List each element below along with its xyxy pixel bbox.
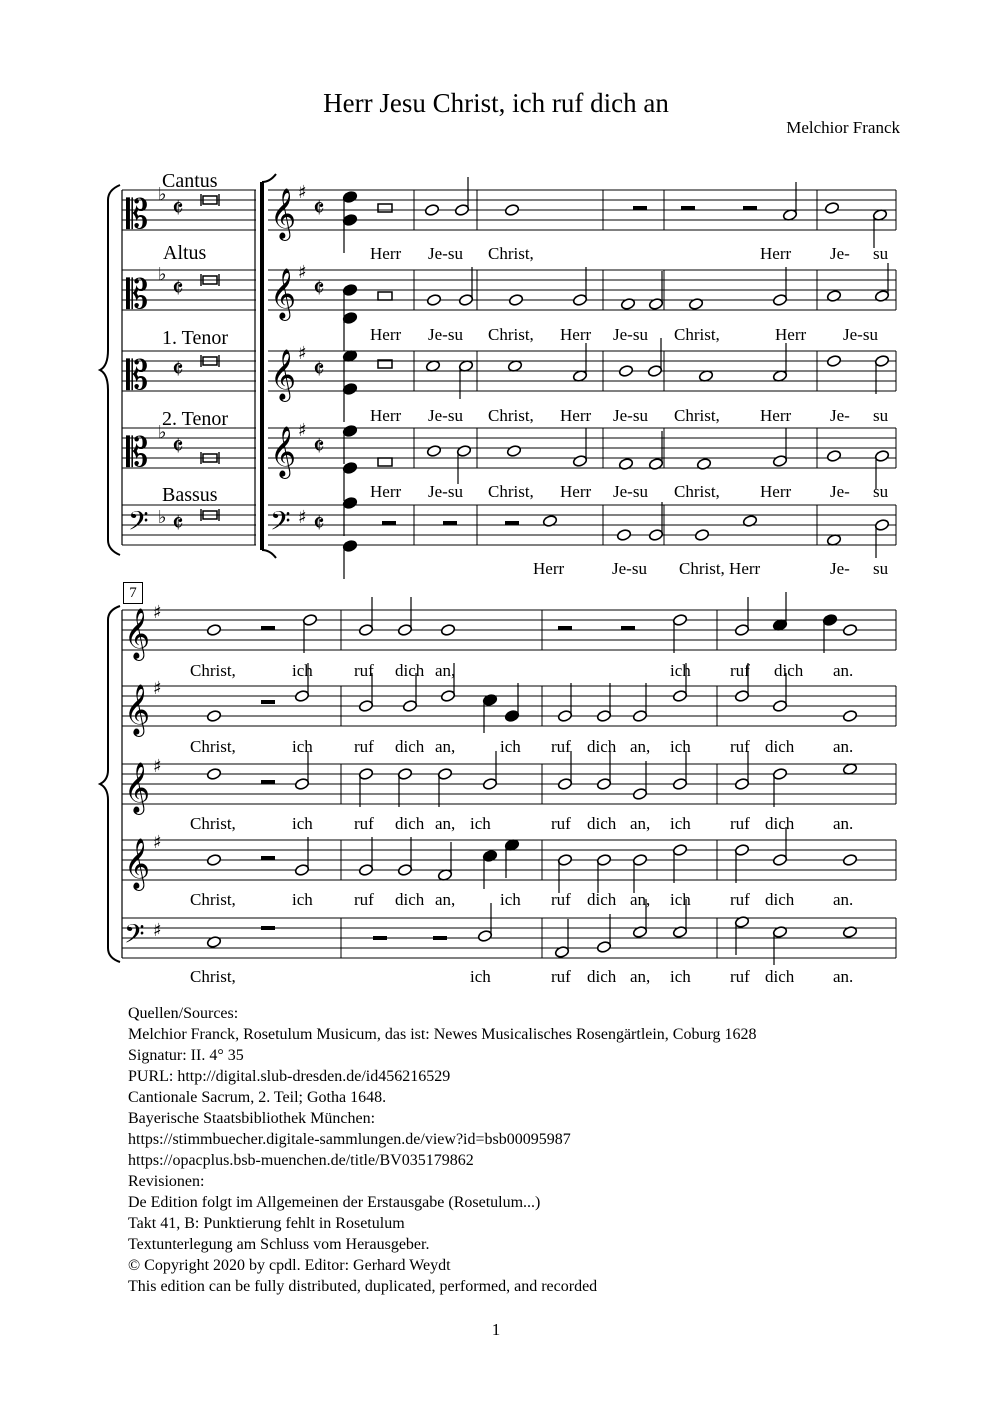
note-head — [557, 710, 572, 723]
half-rest — [443, 521, 457, 525]
lyric: dich — [587, 967, 617, 986]
note-head — [648, 298, 663, 311]
cut-time-sign: 𝄵 — [313, 355, 325, 385]
note-head — [672, 614, 687, 627]
lyric: ruf — [551, 814, 571, 833]
lyric: Christ, — [190, 890, 236, 909]
lyric: Je-su — [428, 406, 463, 425]
bass-clef: 𝄢 — [128, 505, 149, 543]
note-head — [842, 624, 857, 637]
sources-line: https://opacplus.bsb-muenchen.de/title/BV035179862 — [128, 1152, 474, 1169]
page-number: 1 — [491, 1320, 501, 1339]
lyric: ruf — [551, 890, 571, 909]
note-head — [508, 294, 523, 307]
note-head — [742, 515, 757, 528]
sources-notes — [128, 1003, 757, 1297]
lyric: an. — [833, 814, 854, 833]
sources-line: Quellen/Sources: — [128, 1005, 239, 1022]
sources-line: https://stimmbuecher.digitale-sammlungen.de/view?id=bsb00095987 — [128, 1131, 571, 1148]
note-head — [440, 690, 455, 703]
note-head — [826, 450, 841, 463]
half-rest — [433, 936, 447, 940]
cut-time-sign: 𝄵 — [172, 194, 184, 224]
note-head — [826, 355, 841, 368]
note-head — [358, 624, 373, 637]
c-clef: 𝄡 — [126, 353, 149, 399]
flat-sign: ♭ — [158, 422, 167, 443]
sources-line: Signatur: II. 4° 35 — [128, 1047, 244, 1064]
note-head — [206, 854, 221, 867]
note-head — [458, 294, 473, 307]
lyric: ich — [670, 737, 691, 756]
lyric: Je-su — [612, 559, 647, 578]
note-head — [772, 926, 787, 939]
cut-time-sign: 𝄵 — [313, 194, 325, 224]
sources-line: Textunterlegung am Schluss vom Herausgeber. — [128, 1236, 430, 1253]
half-rest — [261, 626, 275, 630]
sharp-sign: ♯ — [153, 832, 162, 853]
lyric: ich — [670, 814, 691, 833]
lyric: dich — [765, 890, 795, 909]
note-head — [426, 445, 441, 458]
note-head — [504, 710, 519, 723]
lyric: dich — [765, 737, 795, 756]
note-head — [342, 383, 357, 396]
note-head — [616, 529, 631, 542]
lyric: an, — [435, 814, 456, 833]
lyric: an, — [435, 737, 456, 756]
system-brace — [100, 606, 120, 962]
note-head — [842, 710, 857, 723]
half-rest — [261, 780, 275, 784]
note-head — [596, 710, 611, 723]
lyric: Je-su — [613, 325, 648, 344]
note-head — [342, 284, 357, 297]
lyric: ich — [292, 890, 313, 909]
note-head — [397, 864, 412, 877]
note-head — [632, 926, 647, 939]
sources-line: Takt 41, B: Punktierung fehlt in Rosetulum — [128, 1215, 405, 1232]
note-head — [772, 294, 787, 307]
lyric: Herr — [370, 482, 402, 501]
voice-name-bassus: Bassus — [162, 484, 218, 506]
note-head — [206, 936, 221, 949]
lyric: su — [873, 406, 889, 425]
note-head — [358, 700, 373, 713]
lyric: Je- — [830, 482, 850, 501]
note-head — [874, 355, 889, 368]
note-head — [672, 926, 687, 939]
flat-sign: ♭ — [158, 264, 167, 285]
note-head — [648, 458, 663, 471]
lyric: ruf — [551, 967, 571, 986]
sharp-sign: ♯ — [153, 920, 162, 941]
lyric: su — [873, 482, 889, 501]
note-head — [734, 624, 749, 637]
half-rest — [621, 626, 635, 630]
cut-time-sign: 𝄵 — [313, 432, 325, 462]
lyric: an, — [435, 661, 456, 680]
half-rest — [743, 206, 757, 210]
cut-time-sign: 𝄵 — [172, 509, 184, 539]
note-head — [672, 690, 687, 703]
lyric: Christ, — [488, 482, 534, 501]
note-head — [874, 450, 889, 463]
note-head — [294, 778, 309, 791]
lyric: an, — [630, 737, 651, 756]
note-head — [826, 290, 841, 303]
note-head — [734, 690, 749, 703]
lyric: Herr — [560, 482, 592, 501]
half-rest — [558, 626, 572, 630]
lyric: dich — [587, 737, 617, 756]
note-head — [506, 445, 521, 458]
sources-line: De Edition folgt im Allgemeinen der Erstausgabe (Rosetulum...) — [128, 1194, 541, 1211]
lyric: dich — [395, 737, 425, 756]
lyric: Je-su — [428, 244, 463, 263]
sharp-sign: ♯ — [298, 262, 307, 283]
lyric: Christ, Herr — [679, 559, 761, 578]
flat-sign: ♭ — [158, 507, 167, 528]
treble-clef: 𝄞 — [270, 188, 297, 239]
lyric: an. — [833, 890, 854, 909]
note-head — [874, 519, 889, 532]
lyric: Herr — [760, 244, 792, 263]
note-head — [302, 614, 317, 627]
lyric: ruf — [354, 814, 374, 833]
voice-name-tenor1: 1. Tenor — [162, 327, 228, 349]
note-head — [440, 624, 455, 637]
half-rest — [633, 206, 647, 210]
lyric: an. — [833, 737, 854, 756]
note-head — [842, 854, 857, 867]
lyric: ich — [500, 737, 521, 756]
note-head — [772, 768, 787, 781]
voice-name-tenor2: 2. Tenor — [162, 408, 228, 430]
flat-sign: ♭ — [158, 184, 167, 205]
note-head — [294, 864, 309, 877]
lyric: Je- — [830, 559, 850, 578]
note-head — [206, 624, 221, 637]
voice-name-cantus: Cantus — [162, 170, 218, 192]
lyric: su — [873, 244, 889, 263]
note-head — [477, 930, 492, 943]
lyric: dich — [587, 890, 617, 909]
half-rest — [505, 521, 519, 525]
note-head — [734, 916, 749, 929]
lyric: Je-su — [843, 325, 878, 344]
half-rest — [373, 936, 387, 940]
lyric: Christ, — [488, 244, 534, 263]
treble-clef: 𝄞 — [270, 349, 297, 400]
c-clef: 𝄡 — [126, 272, 149, 318]
lyric: ich — [292, 661, 313, 680]
note-head — [632, 788, 647, 801]
bracket-hook — [262, 174, 276, 182]
note-head — [672, 844, 687, 857]
note-head — [618, 365, 633, 378]
lyric: Christ, — [190, 814, 236, 833]
lyric: Herr — [370, 406, 402, 425]
note-head — [402, 700, 417, 713]
lyric: ruf — [551, 737, 571, 756]
sources-line: PURL: http://digital.slub-dresden.de/id456216529 — [128, 1068, 451, 1085]
note-head — [342, 497, 357, 510]
treble-clef: 𝄞 — [270, 268, 297, 319]
note-head — [294, 690, 309, 703]
breve-note — [378, 204, 392, 212]
note-head — [596, 778, 611, 791]
breve-note — [378, 458, 392, 466]
sharp-sign: ♯ — [298, 343, 307, 364]
note-head — [342, 312, 357, 325]
lyric: Herr — [760, 482, 792, 501]
note-head — [454, 204, 469, 217]
note-head — [424, 204, 439, 217]
sharp-sign: ♯ — [153, 678, 162, 699]
note-head — [688, 298, 703, 311]
sharp-sign: ♯ — [298, 182, 307, 203]
lyric: an, — [630, 967, 651, 986]
lyric: ruf — [354, 890, 374, 909]
lyric: ich — [670, 967, 691, 986]
lyric: ruf — [354, 661, 374, 680]
note-head — [456, 445, 471, 458]
note-head — [874, 290, 889, 303]
lyric: Christ, — [190, 967, 236, 986]
lyric: ich — [470, 967, 491, 986]
treble-clef: 𝄞 — [124, 838, 151, 889]
lyric: dich — [395, 890, 425, 909]
note-head — [696, 458, 711, 471]
cut-time-sign: 𝄵 — [313, 509, 325, 539]
lyric: Christ, — [488, 406, 534, 425]
lyric: Herr — [560, 406, 592, 425]
sources-line: Bayerische Staatsbibliothek München: — [128, 1110, 376, 1127]
lyric: ich — [670, 890, 691, 909]
lyric: ruf — [730, 890, 750, 909]
note-head — [426, 294, 441, 307]
note-head — [358, 864, 373, 877]
lyric: dich — [765, 814, 795, 833]
sharp-sign: ♯ — [153, 602, 162, 623]
note-head — [618, 458, 633, 471]
note-head — [542, 515, 557, 528]
c-clef: 𝄡 — [126, 192, 149, 238]
lyric: Christ, — [190, 737, 236, 756]
lyric: Christ, — [674, 406, 720, 425]
note-head — [342, 214, 357, 227]
note-head — [632, 854, 647, 867]
note-head — [647, 365, 662, 378]
note-head — [504, 204, 519, 217]
lyric: an. — [833, 967, 854, 986]
lyric: dich — [395, 661, 425, 680]
note-head — [772, 854, 787, 867]
note-head — [206, 710, 221, 723]
treble-clef: 𝄞 — [124, 762, 151, 813]
lyric: an. — [833, 661, 854, 680]
note-head — [672, 778, 687, 791]
bass-clef: 𝄢 — [270, 505, 291, 543]
note-head — [648, 529, 663, 542]
composer-name: Melchior Franck — [786, 118, 900, 137]
half-rest — [261, 926, 275, 930]
sharp-sign: ♯ — [298, 507, 307, 528]
note-head — [557, 854, 572, 867]
note-head — [822, 614, 837, 627]
note-head — [482, 850, 497, 863]
lyric: Christ, — [190, 661, 236, 680]
bass-clef: 𝄢 — [124, 918, 145, 956]
note-head — [342, 462, 357, 475]
sources-line: This edition can be fully distributed, duplicated, performed, and recorded — [128, 1278, 598, 1295]
sharp-sign: ♯ — [298, 420, 307, 441]
voice-name-altus: Altus — [163, 242, 207, 264]
note-head — [206, 768, 221, 781]
lyric: Je- — [830, 406, 850, 425]
note-head — [734, 844, 749, 857]
lyric: ich — [500, 890, 521, 909]
note-head — [734, 778, 749, 791]
note-head — [342, 191, 357, 204]
note-head — [482, 778, 497, 791]
note-head — [572, 455, 587, 468]
note-head — [772, 700, 787, 713]
cut-time-sign: 𝄵 — [172, 432, 184, 462]
lyric: Herr — [560, 325, 592, 344]
sources-line: © Copyright 2020 by cpdl. Editor: Gerhard Weydt — [128, 1257, 451, 1274]
sources-line: Revisionen: — [128, 1173, 205, 1190]
note-head — [342, 425, 357, 438]
half-rest — [261, 700, 275, 704]
note-head — [342, 540, 357, 553]
lyric: Je-su — [428, 482, 463, 501]
treble-clef: 𝄞 — [270, 426, 297, 477]
breve-note — [378, 292, 392, 300]
lyric: ruf — [354, 737, 374, 756]
lyric: Christ, — [488, 325, 534, 344]
lyric: an, — [630, 814, 651, 833]
lyric: Herr — [370, 244, 402, 263]
lyric: dich — [765, 967, 795, 986]
note-head — [482, 694, 497, 707]
lyric: Herr — [533, 559, 565, 578]
sources-line: Cantionale Sacrum, 2. Teil; Gotha 1648. — [128, 1089, 387, 1106]
lyric: Christ, — [674, 325, 720, 344]
lyric: Je-su — [613, 406, 648, 425]
lyric: ich — [670, 661, 691, 680]
lyric: ruf — [730, 967, 750, 986]
note-head — [694, 529, 709, 542]
note-head — [397, 768, 412, 781]
note-head — [572, 294, 587, 307]
lyric: dich — [395, 814, 425, 833]
treble-clef: 𝄞 — [124, 608, 151, 659]
lyric: Je-su — [428, 325, 463, 344]
lyric: ruf — [730, 737, 750, 756]
sharp-sign: ♯ — [153, 756, 162, 777]
lyric: ich — [470, 814, 491, 833]
note-head — [772, 455, 787, 468]
note-head — [620, 298, 635, 311]
note-head — [842, 926, 857, 939]
lyric: Je-su — [613, 482, 648, 501]
half-rest — [261, 856, 275, 860]
half-rest — [681, 206, 695, 210]
system-brace — [100, 185, 120, 555]
half-rest — [382, 521, 396, 525]
sources-line: Melchior Franck, Rosetulum Musicum, das ist: Newes Musicalisches Rosengärtlein, Coburg 1628 — [128, 1026, 757, 1043]
note-head — [632, 710, 647, 723]
cut-time-sign: 𝄵 — [313, 274, 325, 304]
system-number: 7 — [123, 582, 143, 604]
c-clef: 𝄡 — [126, 430, 149, 476]
lyric: dich — [774, 661, 804, 680]
lyric: an, — [630, 890, 651, 909]
note-head — [358, 768, 373, 781]
note-head — [596, 854, 611, 867]
cut-time-sign: 𝄵 — [172, 355, 184, 385]
lyric: Je- — [830, 244, 850, 263]
bracket-hook — [262, 550, 276, 558]
note-head — [397, 624, 412, 637]
lyric: ruf — [730, 814, 750, 833]
lyric: Herr — [760, 406, 792, 425]
lyric: dich — [587, 814, 617, 833]
lyric: ich — [292, 814, 313, 833]
cut-time-sign: 𝄵 — [172, 274, 184, 304]
lyric: ich — [292, 737, 313, 756]
lyric: Herr — [775, 325, 807, 344]
note-head — [554, 946, 569, 959]
lyric: su — [873, 559, 889, 578]
note-head — [557, 778, 572, 791]
treble-clef: 𝄞 — [124, 684, 151, 735]
lyric: Christ, — [674, 482, 720, 501]
page-title: Herr Jesu Christ, ich ruf dich an — [323, 88, 669, 118]
note-head — [437, 768, 452, 781]
note-head — [596, 941, 611, 954]
lyric: an, — [435, 890, 456, 909]
note-head — [824, 202, 839, 215]
lyric: ruf — [730, 661, 750, 680]
lyric: Herr — [370, 325, 402, 344]
